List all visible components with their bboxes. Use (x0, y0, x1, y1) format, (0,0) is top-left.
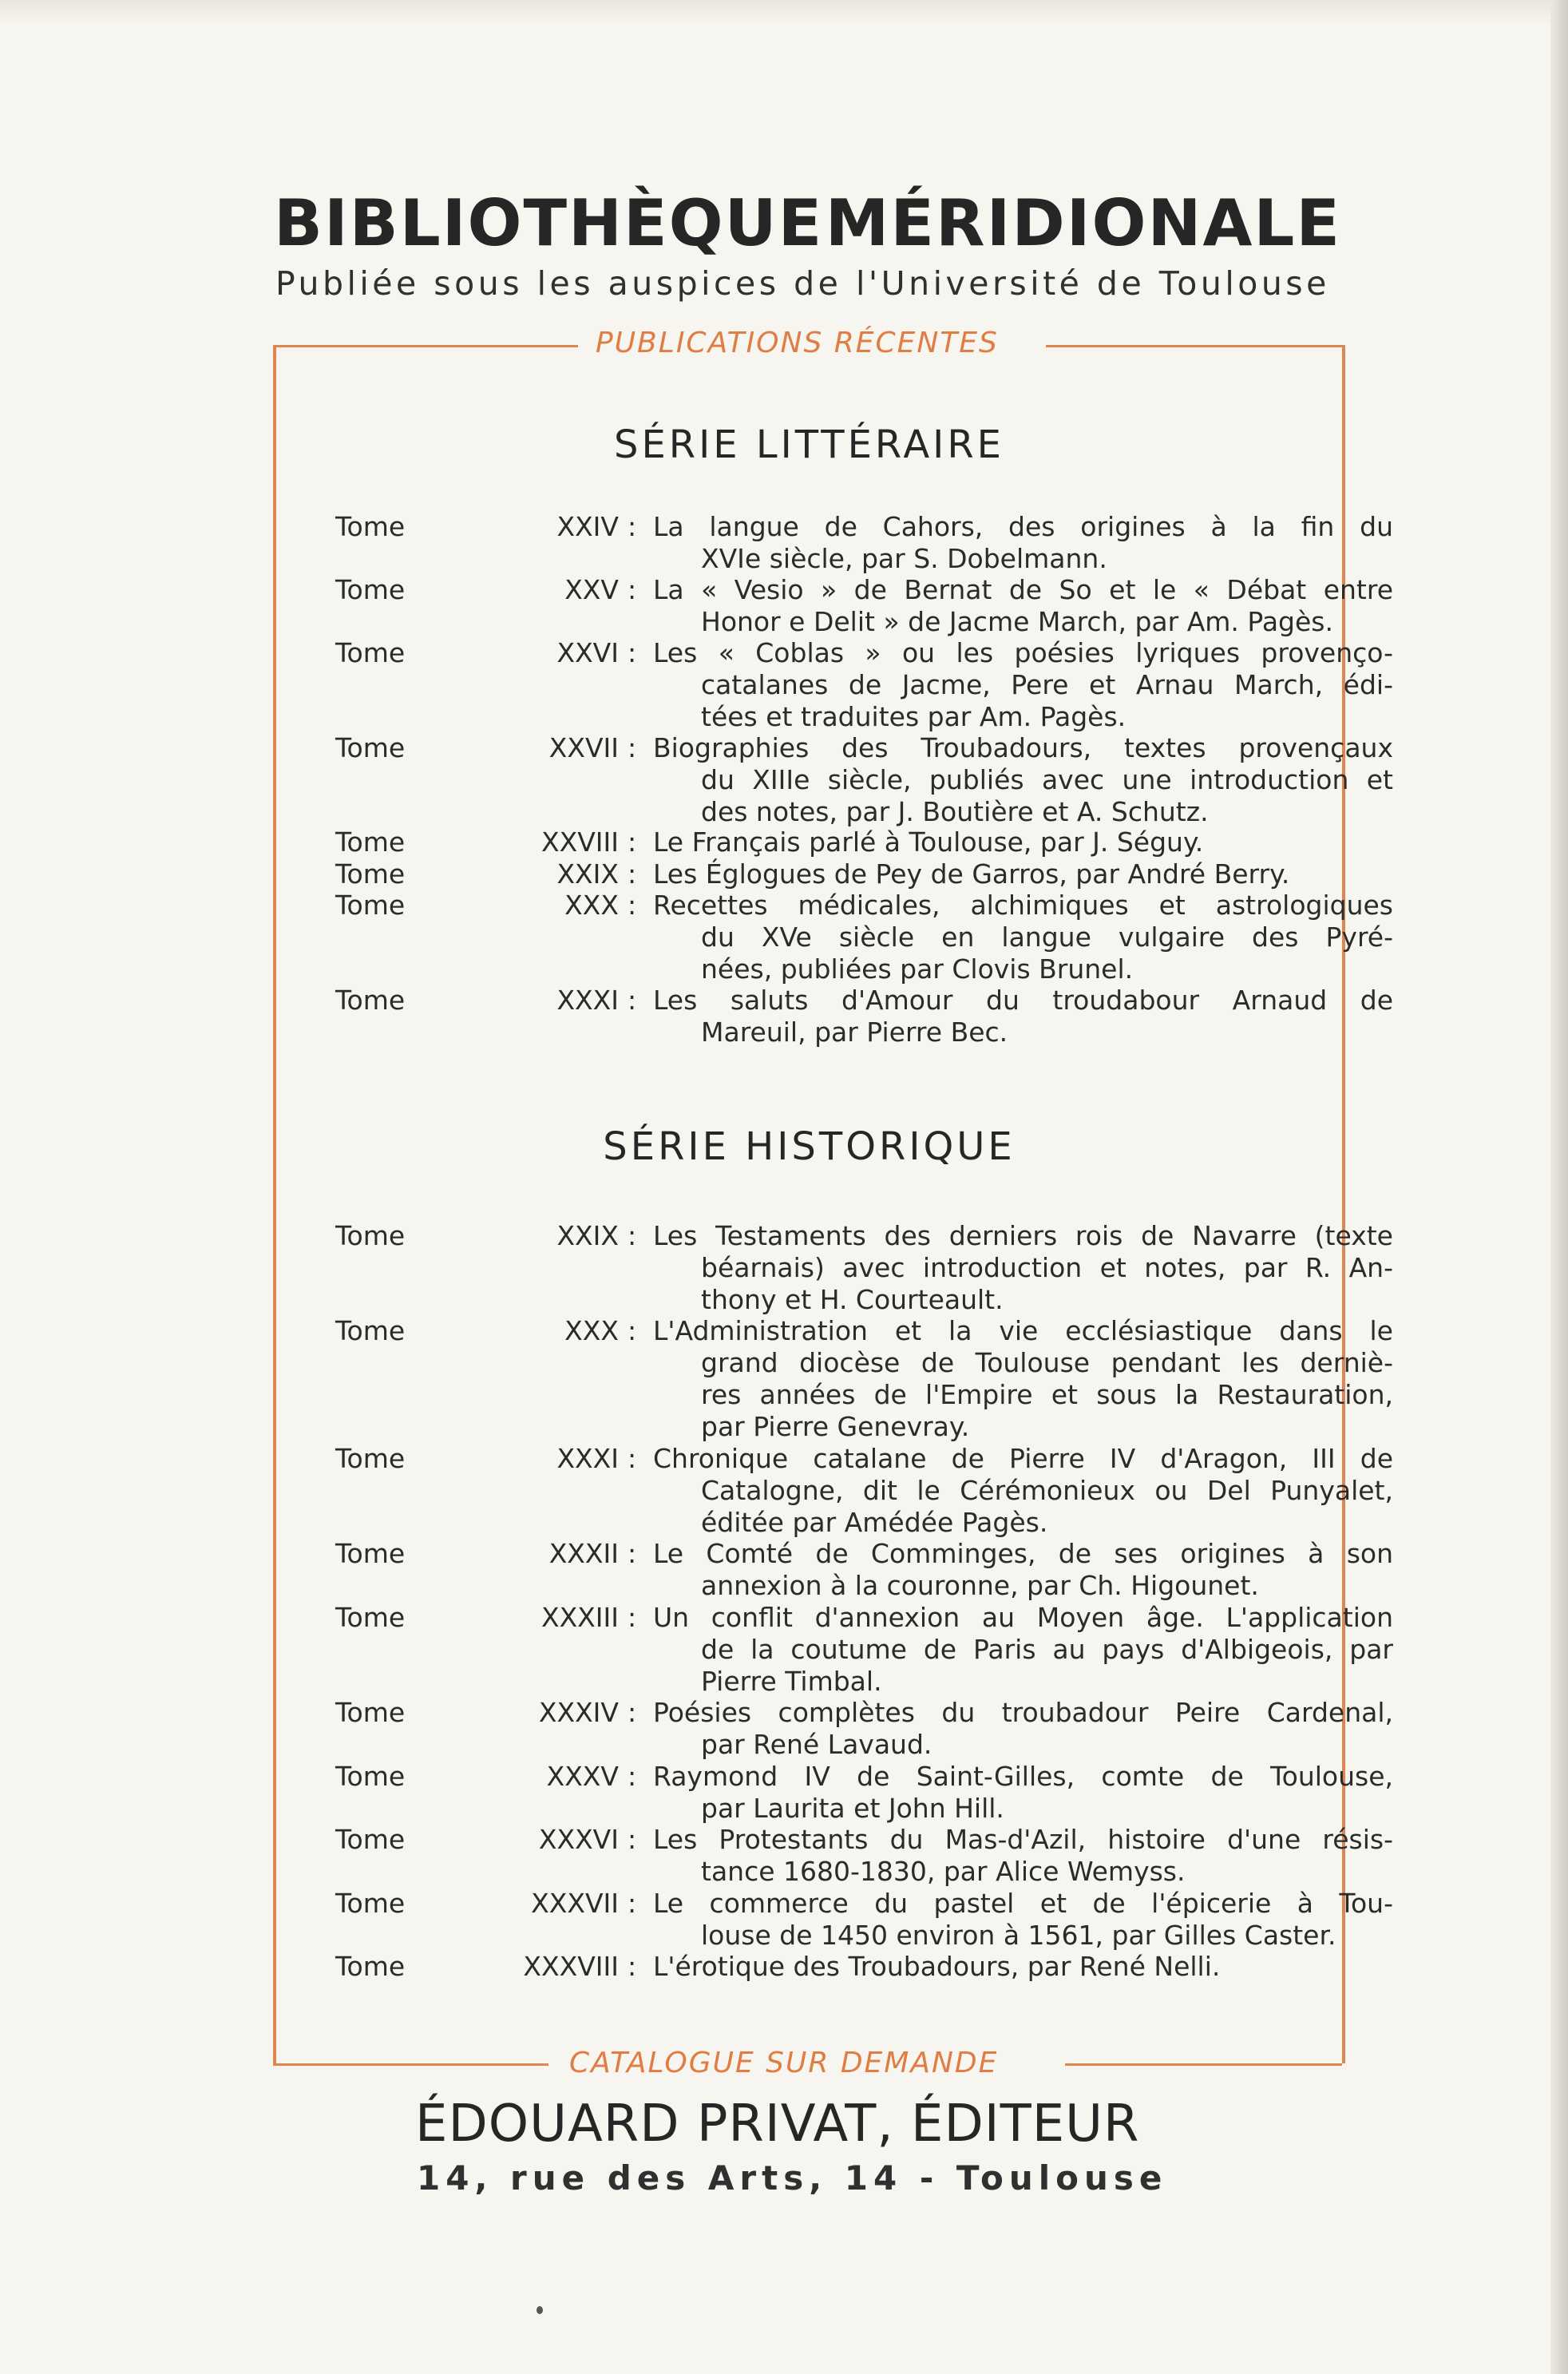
page-edge-shadow (1550, 0, 1568, 2374)
description-line: des notes, par J. Boutière et A. Schutz. (701, 795, 1209, 827)
description-line: Catalogne, dit le Cérémonieux ou Del Punyalet, (701, 1474, 1393, 1506)
tome-number: XXV (564, 574, 619, 605)
description-line: du XIIIe siècle, publiés avec une introduction et (701, 763, 1393, 795)
tome-number: XXXVI (538, 1824, 619, 1856)
colon-separator: : (628, 826, 637, 858)
description-line: Les saluts d'Amour du troudabour Arnaud de (653, 984, 1393, 1016)
tome-label: Tome (335, 1697, 406, 1728)
colon-separator: : (628, 1601, 637, 1633)
tome-number: XXXI (556, 984, 619, 1016)
series-historique-title: SÉRIE HISTORIQUE (603, 1124, 1016, 1169)
tome-label: Tome (335, 858, 406, 890)
description-line: Poésies complètes du troubadour Peire Cardenal, (653, 1697, 1393, 1728)
colon-separator: : (628, 511, 637, 542)
tome-description (599, 1538, 1568, 1602)
description-line: XVIe siècle, par S. Dobelmann. (701, 543, 1107, 574)
tome-number: XXIX (556, 858, 619, 890)
description-line: Un conflit d'annexion au Moyen âge. L'application (653, 1601, 1393, 1633)
publisher-address: 14, rue des Arts, 14 - Toulouse (417, 2158, 1168, 2198)
description-line: La langue de Cahors, des origines à la fin du (653, 511, 1393, 542)
colon-separator: : (628, 1824, 637, 1856)
description-line: par Pierre Genevray. (701, 1411, 970, 1443)
tome-number: XXVI (556, 637, 619, 668)
title-left: BIBLIOTHÈQUE (274, 186, 824, 260)
description-line: res années de l'Empire et sous la Restauration, (701, 1379, 1393, 1411)
tome-label: Tome (335, 1760, 406, 1792)
tome-number: XXVIII (541, 826, 619, 858)
tome-number: XXXI (556, 1442, 619, 1474)
tome-number: XXXVII (531, 1887, 619, 1919)
description-line: annexion à la couronne, par Ch. Higounet. (701, 1570, 1259, 1601)
tome-label: Tome (335, 1887, 406, 1919)
colon-separator: : (628, 890, 637, 921)
colon-separator: : (628, 1315, 637, 1347)
colon-separator: : (628, 574, 637, 605)
description-line: Pierre Timbal. (701, 1665, 882, 1697)
tome-label: Tome (335, 1601, 406, 1633)
tome-label: Tome (335, 1315, 406, 1347)
description-line: Mareuil, par Pierre Bec. (701, 1016, 1008, 1048)
frame-bottom-line-left (273, 2063, 548, 2066)
tome-number: XXVII (548, 731, 619, 763)
description-line: Les Protestants du Mas-d'Azil, histoire d'une résis- (653, 1824, 1393, 1856)
colon-separator: : (628, 858, 637, 890)
description-line: Les Testaments des derniers rois de Navarre (texte (653, 1220, 1393, 1251)
frame-top-line-right (1046, 345, 1342, 347)
colon-separator: : (628, 1442, 637, 1474)
tome-description (599, 1315, 1568, 1443)
tome-description (599, 858, 1568, 890)
tome-label: Tome (335, 1824, 406, 1856)
description-line: L'érotique des Troubadours, par René Nelli. (653, 1951, 1221, 1983)
description-line: nées, publiées par Clovis Brunel. (701, 953, 1134, 985)
colon-separator: : (628, 1887, 637, 1919)
tome-description (599, 1443, 1568, 1539)
tome-description (599, 1888, 1568, 1952)
tome-label: Tome (335, 511, 406, 542)
tome-number: XXXV (546, 1760, 619, 1792)
description-line: Recettes médicales, alchimiques et astrologiques (653, 890, 1393, 921)
description-line: louse de 1450 environ à 1561, par Gilles Caster. (701, 1919, 1336, 1951)
colon-separator: : (628, 731, 637, 763)
description-line: Le Français parlé à Toulouse, par J. Séguy. (653, 826, 1204, 858)
tome-number: XXX (564, 1315, 619, 1347)
tome-label: Tome (335, 1220, 406, 1251)
colon-separator: : (628, 1538, 637, 1569)
tome-number: XXXIII (540, 1601, 619, 1633)
tome-description (599, 574, 1568, 638)
tome-label: Tome (335, 574, 406, 605)
colon-separator: : (628, 1220, 637, 1251)
tome-description (599, 1220, 1568, 1316)
tome-label: Tome (335, 1442, 406, 1474)
frame-bottom-caption: CATALOGUE SUR DEMANDE (569, 2047, 999, 2079)
tome-label: Tome (335, 984, 406, 1016)
top-shade (0, 0, 1568, 24)
tome-description (599, 1824, 1568, 1888)
header-title (274, 185, 1341, 262)
tome-label: Tome (335, 890, 406, 921)
tome-description (599, 1761, 1568, 1825)
tome-number: XXIV (556, 511, 619, 542)
tome-label: Tome (335, 1951, 406, 1983)
description-line: thony et H. Courteault. (701, 1284, 1004, 1315)
frame-top-caption: PUBLICATIONS RÉCENTES (596, 327, 999, 359)
description-line: Le Comté de Comminges, de ses origines à son (653, 1538, 1393, 1569)
description-line: grand diocèse de Toulouse pendant les derniè- (701, 1347, 1393, 1379)
tome-number: XXX (564, 890, 619, 921)
tome-label: Tome (335, 826, 406, 858)
tome-description (599, 826, 1568, 858)
description-line: catalanes de Jacme, Pere et Arnau March, édi- (701, 669, 1393, 700)
description-line: tées et traduites par Am. Pagès. (701, 701, 1127, 732)
series-litteraire-title: SÉRIE LITTÉRAIRE (614, 422, 1004, 467)
tome-number: XXIX (556, 1220, 619, 1251)
description-line: Le commerce du pastel et de l'épicerie à Tou- (653, 1887, 1393, 1919)
description-line: par René Lavaud. (701, 1729, 932, 1760)
tome-description (599, 890, 1568, 985)
tome-number: XXXVIII (523, 1951, 619, 1983)
tome-description (599, 732, 1568, 828)
colon-separator: : (628, 984, 637, 1016)
description-line: béarnais) avec introduction et notes, par R. An- (701, 1252, 1393, 1283)
description-line: Chronique catalane de Pierre IV d'Aragon, III de (653, 1442, 1393, 1474)
description-line: par Laurita et John Hill. (701, 1792, 1004, 1824)
colon-separator: : (628, 1760, 637, 1792)
description-line: éditée par Amédée Pagès. (701, 1506, 1048, 1538)
tome-description (599, 511, 1568, 575)
frame-top-line-left (273, 345, 578, 347)
description-line: Les « Coblas » ou les poésies lyriques provenço- (653, 637, 1393, 668)
tome-label: Tome (335, 637, 406, 668)
tome-description (599, 637, 1568, 733)
description-line: Les Églogues de Pey de Garros, par André Berry. (653, 858, 1290, 890)
description-line: tance 1680-1830, par Alice Wemyss. (701, 1856, 1186, 1888)
tome-description (599, 985, 1568, 1048)
tome-description (599, 1951, 1568, 1983)
colon-separator: : (628, 637, 637, 668)
tome-number: XXXIV (538, 1697, 619, 1728)
publisher-name: ÉDOUARD PRIVAT, ÉDITEUR (415, 2095, 1140, 2154)
tome-description (599, 1697, 1568, 1761)
paper-speck (537, 2306, 543, 2314)
description-line: La « Vesio » de Bernat de So et le « Débat entre (653, 574, 1393, 605)
colon-separator: : (628, 1697, 637, 1728)
description-line: L'Administration et la vie ecclésiastique dans le (653, 1315, 1393, 1347)
colon-separator: : (628, 1951, 637, 1983)
frame-bottom-line-right (1065, 2063, 1342, 2066)
header-subtitle: Publiée sous les auspices de l'Université de Toulouse (275, 264, 1330, 303)
tome-label: Tome (335, 731, 406, 763)
description-line: Biographies des Troubadours, textes provençaux (653, 731, 1393, 763)
tome-description (599, 1602, 1568, 1698)
description-line: de la coutume de Paris au pays d'Albigeois, par (701, 1633, 1393, 1665)
description-line: Honor e Delit » de Jacme March, par Am. Pagès. (701, 606, 1333, 637)
tome-number: XXXII (548, 1538, 619, 1569)
description-line: du XVe siècle en langue vulgaire des Pyré- (701, 921, 1393, 953)
title-right: MÉRIDIONALE (825, 186, 1341, 260)
tome-label: Tome (335, 1538, 406, 1569)
description-line: Raymond IV de Saint-Gilles, comte de Toulouse, (653, 1760, 1393, 1792)
